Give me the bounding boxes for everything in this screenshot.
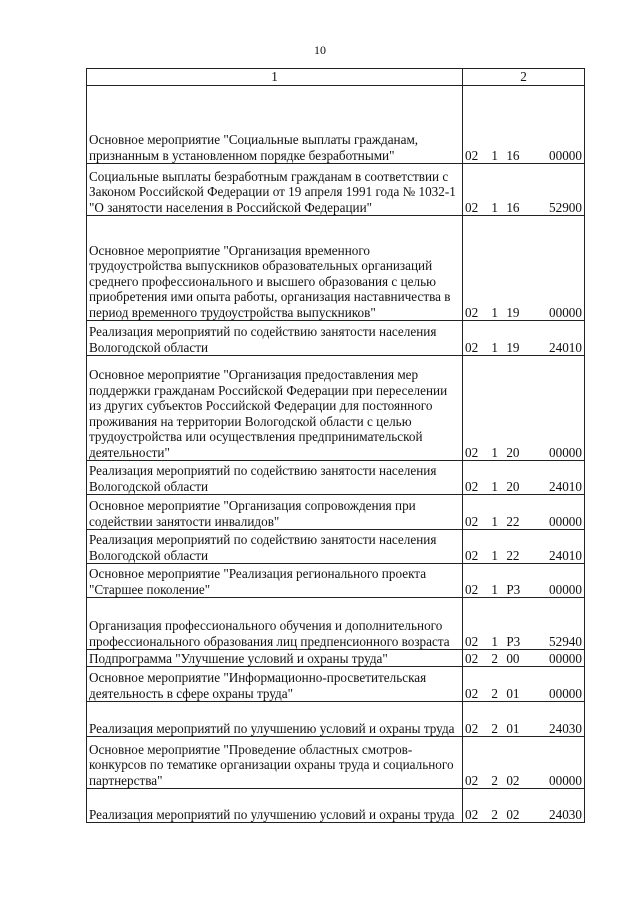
code-parts xyxy=(465,200,582,216)
code-parts xyxy=(465,686,582,702)
code-subprogram: 1 xyxy=(491,147,498,163)
row-code xyxy=(463,564,585,598)
code-parts xyxy=(465,721,582,737)
table-row xyxy=(87,216,585,321)
code-parts xyxy=(465,651,582,667)
code-event: 01 xyxy=(506,685,520,701)
page-number: 10 xyxy=(314,43,326,57)
row-name: Основное мероприятие "Социальные выплаты гражданам, признанным в установленном порядке безработными" xyxy=(87,86,463,164)
row-code xyxy=(463,164,585,216)
code-parts xyxy=(465,773,582,789)
code-direction: 00000 xyxy=(549,581,582,597)
code-program: 02 xyxy=(465,199,479,215)
code-event: 19 xyxy=(506,339,520,355)
code-direction: 52900 xyxy=(549,199,582,215)
header-col-2: 2 xyxy=(463,69,585,86)
code-subprogram: 1 xyxy=(491,339,498,355)
code-program: 02 xyxy=(465,513,479,529)
code-event: 22 xyxy=(506,547,520,563)
code-event: 02 xyxy=(506,772,520,788)
code-program: 02 xyxy=(465,547,479,563)
code-parts xyxy=(465,582,582,598)
row-name: Основное мероприятие "Реализация регионального проекта "Старшее поколение" xyxy=(87,564,463,598)
table-row xyxy=(87,321,585,356)
code-program: 02 xyxy=(465,339,479,355)
row-code xyxy=(463,789,585,823)
row-code xyxy=(463,650,585,667)
code-subprogram: 1 xyxy=(491,444,498,460)
code-program: 02 xyxy=(465,772,479,788)
table-row xyxy=(87,667,585,702)
code-program: 02 xyxy=(465,806,479,822)
code-direction: 00000 xyxy=(549,513,582,529)
table-row xyxy=(87,737,585,789)
code-event: 20 xyxy=(506,444,520,460)
code-parts xyxy=(465,514,582,530)
code-event: 01 xyxy=(506,720,520,736)
row-code xyxy=(463,461,585,495)
code-program: 02 xyxy=(465,147,479,163)
table-row xyxy=(87,164,585,216)
code-direction: 00000 xyxy=(549,685,582,701)
table-row xyxy=(87,702,585,737)
code-event: 02 xyxy=(506,806,520,822)
code-direction: 24010 xyxy=(549,339,582,355)
code-direction: 00000 xyxy=(549,772,582,788)
row-name: Основное мероприятие "Организация временного трудоустройства выпускников образовательных организаций среднего профессионального и высшего образования с целью приобретения ими опыта работы, организация наставничества в период временного трудоустройства выпускников" xyxy=(87,216,463,321)
code-program: 02 xyxy=(465,650,479,666)
table-row xyxy=(87,650,585,667)
code-program: 02 xyxy=(465,633,479,649)
row-name: Организация профессионального обучения и дополнительного профессионального образования лиц предпенсионного возраста xyxy=(87,598,463,650)
code-direction: 00000 xyxy=(549,304,582,320)
code-subprogram: 1 xyxy=(491,581,498,597)
row-code xyxy=(463,216,585,321)
code-direction: 24030 xyxy=(549,720,582,736)
code-event: Р3 xyxy=(506,633,521,649)
code-direction: 52940 xyxy=(549,633,582,649)
budget-classification-table xyxy=(86,68,585,823)
code-event: 16 xyxy=(506,147,520,163)
row-code xyxy=(463,530,585,564)
code-event: 20 xyxy=(506,478,520,494)
code-parts xyxy=(465,479,582,495)
code-subprogram: 2 xyxy=(491,650,498,666)
row-name: Основное мероприятие "Проведение областных смотров-конкурсов по тематике организации охраны труда и социального партнерства" xyxy=(87,737,463,789)
row-name: Основное мероприятие "Организация сопровождения при содействии занятости инвалидов" xyxy=(87,495,463,530)
row-code xyxy=(463,737,585,789)
table-row xyxy=(87,564,585,598)
code-event: 22 xyxy=(506,513,520,529)
code-program: 02 xyxy=(465,478,479,494)
code-subprogram: 1 xyxy=(491,633,498,649)
code-subprogram: 1 xyxy=(491,478,498,494)
code-parts xyxy=(465,305,582,321)
row-code xyxy=(463,702,585,737)
code-direction: 00000 xyxy=(549,444,582,460)
header-row xyxy=(87,69,585,86)
code-program: 02 xyxy=(465,685,479,701)
row-code xyxy=(463,667,585,702)
code-subprogram: 1 xyxy=(491,304,498,320)
code-direction: 00000 xyxy=(549,650,582,666)
row-name: Реализация мероприятий по улучшению условий и охраны труда xyxy=(87,702,463,737)
table-row xyxy=(87,461,585,495)
code-program: 02 xyxy=(465,304,479,320)
row-code xyxy=(463,321,585,356)
row-name: Реализация мероприятий по содействию занятости населения Вологодской области xyxy=(87,530,463,564)
code-direction: 24010 xyxy=(549,478,582,494)
table-row xyxy=(87,495,585,530)
row-name: Реализация мероприятий по содействию занятости населения Вологодской области xyxy=(87,461,463,495)
row-name: Реализация мероприятий по содействию занятости населения Вологодской области xyxy=(87,321,463,356)
row-name: Основное мероприятие "Информационно-просветительская деятельность в сфере охраны труда" xyxy=(87,667,463,702)
table-row xyxy=(87,598,585,650)
table-row xyxy=(87,530,585,564)
header-col-1: 1 xyxy=(87,69,463,86)
row-code xyxy=(463,495,585,530)
code-event: 16 xyxy=(506,199,520,215)
code-direction: 24030 xyxy=(549,806,582,822)
code-program: 02 xyxy=(465,581,479,597)
row-name: Подпрограмма "Улучшение условий и охраны труда" xyxy=(87,650,463,667)
code-subprogram: 1 xyxy=(491,547,498,563)
row-name: Социальные выплаты безработным гражданам в соответствии с Законом Российской Федерации от 19 апреля 1991 года № 1032-1 "О занятости населения в Российской Федерации" xyxy=(87,164,463,216)
code-direction: 24010 xyxy=(549,547,582,563)
code-parts xyxy=(465,548,582,564)
row-code xyxy=(463,598,585,650)
row-code xyxy=(463,356,585,461)
code-subprogram: 2 xyxy=(491,772,498,788)
code-direction: 00000 xyxy=(549,147,582,163)
code-subprogram: 2 xyxy=(491,685,498,701)
code-program: 02 xyxy=(465,720,479,736)
code-program: 02 xyxy=(465,444,479,460)
code-subprogram: 2 xyxy=(491,720,498,736)
table-row xyxy=(87,86,585,164)
code-event: Р3 xyxy=(506,581,521,597)
row-code xyxy=(463,86,585,164)
code-subprogram: 1 xyxy=(491,199,498,215)
code-parts xyxy=(465,340,582,356)
code-parts xyxy=(465,445,582,461)
row-name: Реализация мероприятий по улучшению условий и охраны труда xyxy=(87,789,463,823)
code-parts xyxy=(465,634,582,650)
row-name: Основное мероприятие "Организация предоставления мер поддержки гражданам Российской Федерации при переселении из других субъектов Российской Федерации для постоянного проживания на территории Вологодской области с целью трудоустройства или осуществления предпринимательской деятельности" xyxy=(87,356,463,461)
table-row xyxy=(87,356,585,461)
code-subprogram: 1 xyxy=(491,513,498,529)
code-parts xyxy=(465,148,582,164)
code-parts xyxy=(465,807,582,823)
code-event: 19 xyxy=(506,304,520,320)
code-subprogram: 2 xyxy=(491,806,498,822)
table-row xyxy=(87,789,585,823)
code-event: 00 xyxy=(506,650,520,666)
